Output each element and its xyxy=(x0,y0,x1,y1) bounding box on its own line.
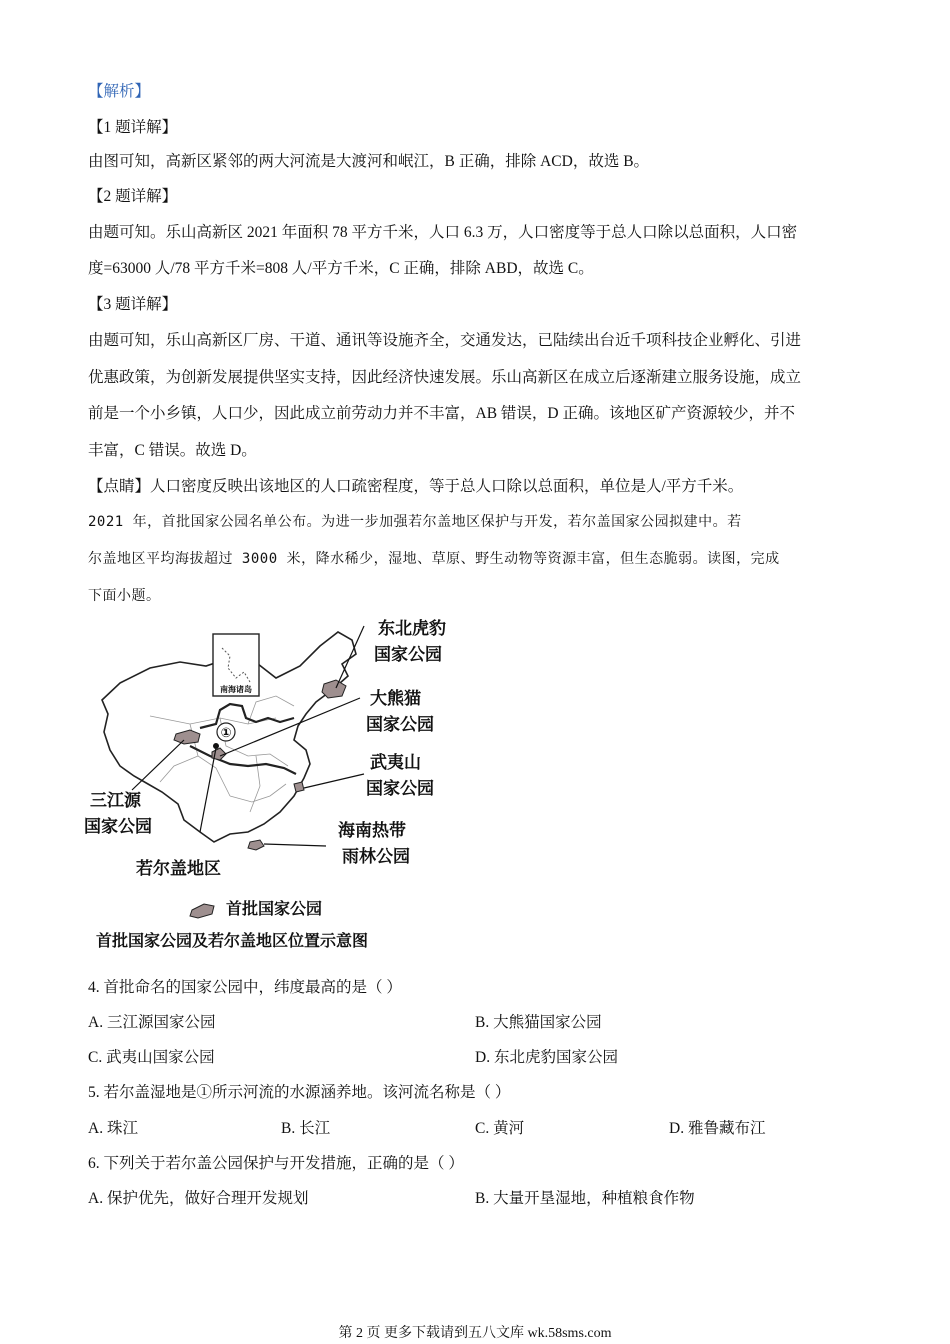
q6-option-b[interactable]: B. 大量开垦湿地，种植粮食作物 xyxy=(475,1190,695,1207)
label-daxiongmao-1: 大熊猫 xyxy=(370,689,421,709)
label-dongbei-1: 东北虎豹 xyxy=(378,619,446,639)
label-wuyishan-2: 国家公园 xyxy=(366,779,434,799)
river-marker: ① xyxy=(220,726,232,741)
analysis-header: 【解析】 xyxy=(88,83,151,100)
tip-text: 【点睛】人口密度反映出该地区的人口疏密程度，等于总人口除以总面积，单位是人/平方千米。 xyxy=(88,478,744,495)
q2-text-line1: 由题可知。乐山高新区 2021 年面积 78 平方千米，人口 6.3 万，人口密度等于总人口除以总面积，人口密 xyxy=(88,224,798,241)
intro-line1: 2021 年，首批国家公园名单公布。为进一步加强若尔盖地区保护与开发，若尔盖国家公园拟建中。若 xyxy=(88,514,742,530)
label-dongbei-2: 国家公园 xyxy=(374,645,442,665)
label-hainan-2: 雨林公园 xyxy=(342,847,410,867)
q3-text-line4: 丰富，C 错误。故选 D。 xyxy=(88,442,257,459)
q2-text-line2: 度=63000 人/78 平方千米=808 人/平方千米，C 正确，排除 ABD，故选 C。 xyxy=(88,260,594,277)
q3-header: 【3 题详解】 xyxy=(88,296,178,313)
label-daxiongmao-2: 国家公园 xyxy=(366,715,434,735)
q6-option-a[interactable]: A. 保护优先，做好合理开发规划 xyxy=(88,1190,309,1207)
label-hainan-1: 海南热带 xyxy=(338,821,406,841)
q2-header: 【2 题详解】 xyxy=(88,188,178,205)
q1-header: 【1 题详解】 xyxy=(88,119,178,136)
national-parks-map xyxy=(80,606,470,956)
q5-option-d[interactable]: D. 雅鲁藏布江 xyxy=(669,1120,766,1137)
q6-stem: 6. 下列关于若尔盖公园保护与开发措施，正确的是（ ） xyxy=(88,1155,464,1172)
q3-text-line3: 前是一个小乡镇，人口少，因此成立前劳动力并不丰富，AB 错误，D 正确。该地区矿产资源较少，并不 xyxy=(88,405,795,422)
label-ruoergai: 若尔盖地区 xyxy=(136,859,221,879)
inset-label: 南海诸岛 xyxy=(220,685,252,694)
q3-text-line2: 优惠政策，为创新发展提供坚实支持，因此经济快速发展。乐山高新区在成立后逐渐建立服务设施，成立 xyxy=(88,369,802,386)
q1-text: 由图可知，高新区紧邻的两大河流是大渡河和岷江，B 正确，排除 ACD，故选 B。 xyxy=(88,153,650,170)
legend-label: 首批国家公园 xyxy=(226,899,323,918)
q4-stem: 4. 首批命名的国家公园中，纬度最高的是（ ） xyxy=(88,979,402,996)
park-wuyishan xyxy=(294,782,304,792)
q4-option-a[interactable]: A. 三江源国家公园 xyxy=(88,1014,216,1031)
intro-line2: 尔盖地区平均海拔超过 3000 米，降水稀少，湿地、草原、野生动物等资源丰富，但生态脆弱。读图，完成 xyxy=(88,551,780,567)
park-hainan xyxy=(248,840,264,850)
label-sanjiangyuan-1: 三江源 xyxy=(90,791,141,811)
label-sanjiangyuan-2: 国家公园 xyxy=(84,817,152,837)
label-wuyishan-1: 武夷山 xyxy=(370,753,421,773)
q5-option-c[interactable]: C. 黄河 xyxy=(475,1120,525,1137)
page-footer: 第 2 页 更多下载请到五八文库 wk.58sms.com xyxy=(338,1326,612,1341)
legend-swatch xyxy=(190,904,214,918)
intro-line3: 下面小题。 xyxy=(88,588,161,604)
q4-option-d[interactable]: D. 东北虎豹国家公园 xyxy=(475,1049,618,1066)
map-caption: 首批国家公园及若尔盖地区位置示意图 xyxy=(96,931,369,950)
q4-option-b[interactable]: B. 大熊猫国家公园 xyxy=(475,1014,602,1031)
q5-stem: 5. 若尔盖湿地是①所示河流的水源涵养地。该河流名称是（ ） xyxy=(88,1084,511,1101)
q5-option-b[interactable]: B. 长江 xyxy=(281,1120,331,1137)
q3-text-line1: 由题可知，乐山高新区厂房、干道、通讯等设施齐全，交通发达，已陆续出台近千项科技企业孵化、引进 xyxy=(88,332,802,349)
q5-option-a[interactable]: A. 珠江 xyxy=(88,1120,138,1137)
q4-option-c[interactable]: C. 武夷山国家公园 xyxy=(88,1049,215,1066)
